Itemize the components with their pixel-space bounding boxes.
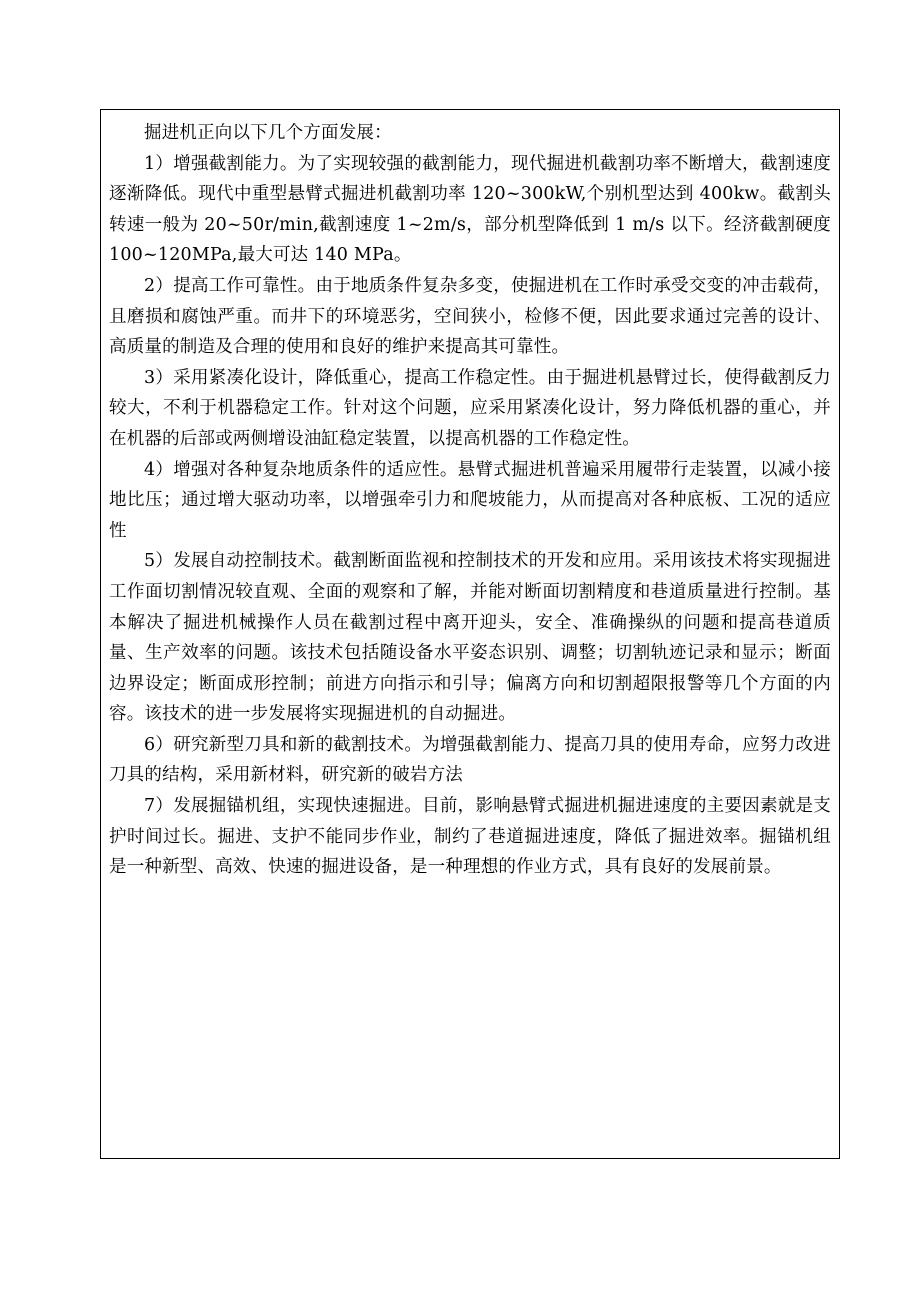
paragraph-adaptability: 4）增强对各种复杂地质条件的适应性。悬臂式掘进机普遍采用履带行走装置，以减小接地比压；通过增大驱动功率，以增强牵引力和爬坡能力，从而提高对各种底板、工况的适应性 <box>109 459 831 541</box>
intro-paragraph: 掘进机正向以下几个方面发展： <box>144 123 392 143</box>
document-frame <box>100 109 840 1159</box>
paragraph-compact-design: 3）采用紧凑化设计，降低重心，提高工作稳定性。由于掘进机悬臂过长，使得截割反力较大，不利于机器稳定工作。针对这个问题，应采用紧凑化设计，努力降低机器的重心，并在机器的后部或两侧增设油缸稳定装置，以提高机器的工作稳定性。 <box>109 367 831 449</box>
paragraph-new-cutters: 6）研究新型刀具和新的截割技术。为增强截割能力、提高刀具的使用寿命，应努力改进刀具的结构，采用新材料，研究新的破岩方法 <box>109 734 831 786</box>
paragraph-cutting-capacity: 1）增强截割能力。为了实现较强的截割能力，现代掘进机截割功率不断增大，截割速度逐渐降低。现代中重型悬臂式掘进机截割功率 120~300kW,个别机型达到 400kw。截割头转速一般为 20~50r/min,截割速度 1~2m/s，部分机型降低到 1 m/s 以下。经济截割硬度 100~120MPa,最大可达 140 MPa。 <box>109 153 831 266</box>
paragraph-automatic-control: 5）发展自动控制技术。截割断面监视和控制技术的开发和应用。采用该技术将实现掘进工作面切割情况较直观、全面的观察和了解，并能对断面切割精度和巷道质量进行控制。基本解决了掘进机械操作人员在截割过程中离开迎头，安全、准确操纵的问题和提高巷道质量、生产效率的问题。该技术包括随设备水平姿态识别、调整；切割轨迹记录和显示；断面边界设定；断面成形控制；前进方向指示和引导；偏离方向和切割超限报警等几个方面的内容。该技术的进一步发展将实现掘进机的自动掘进。 <box>109 551 831 725</box>
paragraph-reliability: 2）提高工作可靠性。由于地质条件复杂多变，使掘进机在工作时承受交变的冲击载荷，且磨损和腐蚀严重。而井下的环境恶劣，空间狭小，检修不便，因此要求通过完善的设计、高质量的制造及合理的使用和良好的维护来提高其可靠性。 <box>109 275 831 358</box>
document-body <box>109 118 831 883</box>
paragraph-bolter-miner: 7）发展掘锚机组，实现快速掘进。目前，影响悬臂式掘进机掘进速度的主要因素就是支护时间过长。掘进、支护不能同步作业，制约了巷道掘进速度，降低了掘进效率。掘锚机组是一种新型、高效、快速的掘进设备，是一种理想的作业方式，具有良好的发展前景。 <box>109 796 831 878</box>
